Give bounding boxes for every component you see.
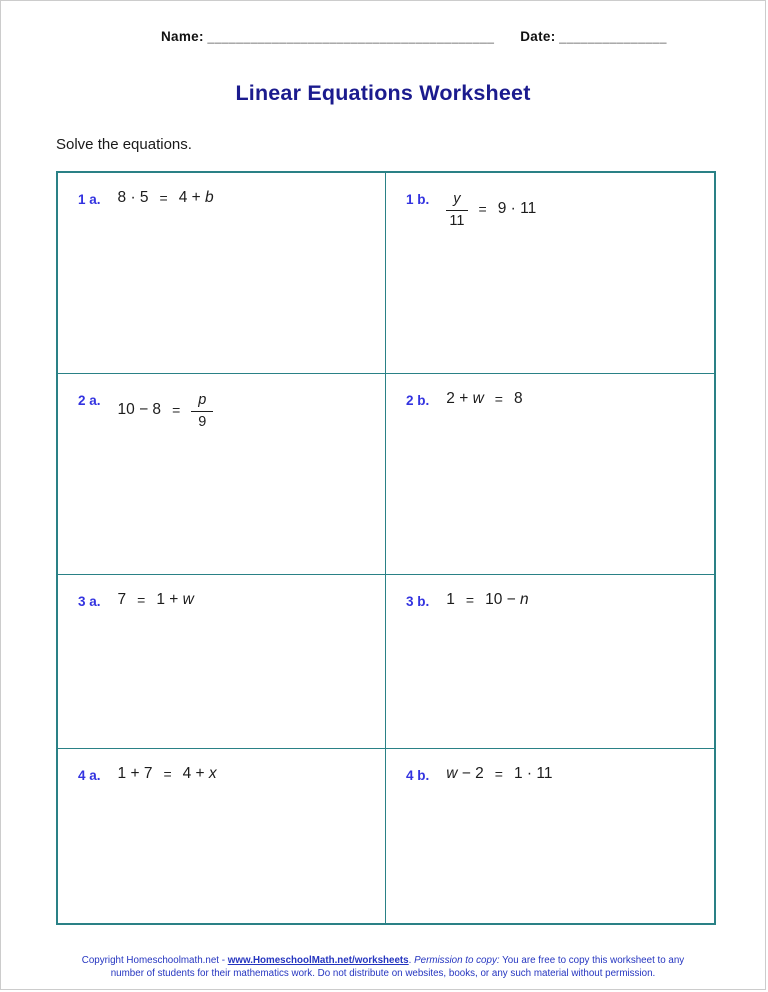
name-blank-line: ________________________________________ [207, 30, 495, 44]
problem-label: 2 b. [406, 393, 430, 408]
problem-cell-4a [58, 749, 386, 923]
copyright-text: Copyright Homeschoolmath.net - [81, 955, 228, 966]
instruction-text: Solve the equations. [56, 136, 192, 153]
problem-equation: w − 2 = 1 · 11 [446, 765, 553, 782]
problem-cell-4b [386, 749, 714, 923]
header-row [161, 29, 667, 44]
problem-equation: 1 + 7 = 4 + x [117, 765, 217, 782]
problem-cell-3b [386, 575, 714, 749]
problem-label: 3 a. [78, 594, 101, 609]
problem-cell-1b [386, 173, 714, 374]
problems-grid [56, 171, 716, 925]
problem-cell-2a [58, 374, 386, 575]
problem-label: 1 a. [78, 192, 101, 207]
problem-label: 1 b. [406, 192, 430, 207]
problem-equation: 2 + w = 8 [446, 390, 523, 407]
problem-equation: 7 = 1 + w [117, 591, 194, 608]
footer [1, 954, 765, 980]
problem-label: 4 a. [78, 768, 101, 783]
permission-to-copy-label: Permission to copy: [414, 955, 500, 966]
problem-label: 4 b. [406, 768, 430, 783]
problem-equation: $\frac{y}{11}$ = 9 · 11 [446, 189, 536, 229]
permission-text: You are free to copy this worksheet to any [499, 955, 685, 966]
worksheets-link[interactable]: www.HomeschoolMath.net/worksheets [227, 955, 409, 966]
problem-cell-1a [58, 173, 386, 374]
date-blank-line: _______________ [559, 30, 667, 44]
fraction: $\frac{p}{9}$ [191, 392, 213, 430]
problem-cell-3a [58, 575, 386, 749]
problem-equation: 8 · 5 = 4 + b [117, 189, 214, 206]
name-label: Name: [161, 29, 204, 44]
date-label: Date: [520, 29, 556, 44]
problem-equation: 1 = 10 − n [446, 591, 529, 608]
footer-line-2: number of students for their mathematics work. Do not distribute on websites, books, or any such material without permission. [110, 968, 656, 979]
footer-line-1: Copyright Homeschoolmath.net - www.HomeschoolMath.net/worksheets. Permission to copy: You are free to copy this worksheet to any [81, 955, 685, 966]
problem-label: 3 b. [406, 594, 430, 609]
problem-cell-2b [386, 374, 714, 575]
problem-equation: 10 − 8 = $\frac{p}{9}$ [118, 390, 214, 430]
problem-label: 2 a. [78, 393, 101, 408]
fraction: $\frac{y}{11}$ [446, 191, 467, 229]
page-title: Linear Equations Worksheet [235, 81, 531, 105]
